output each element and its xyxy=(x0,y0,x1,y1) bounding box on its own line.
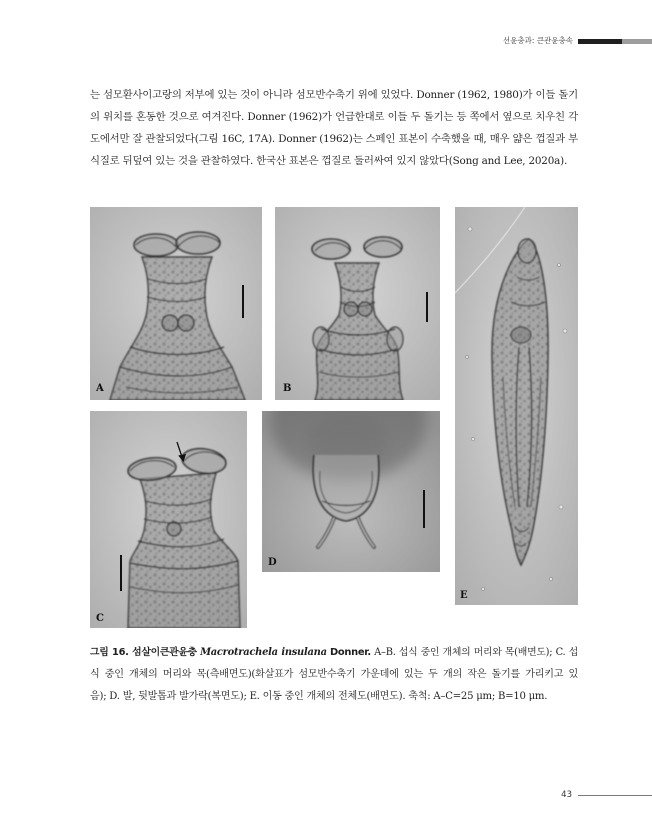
panel-label: B xyxy=(283,383,292,394)
body-text-line: 도에서만 잘 관찰되었다(그림 16C, 17A). Donner (1962)는 스페인 표본이 수축했을 때, 매우 얇은 껍질과 부 xyxy=(90,133,578,145)
micrograph-head-neck-dorsal xyxy=(275,207,440,400)
figure-panel-a xyxy=(90,207,262,400)
figure-caption-line: 음); D. 발, 뒷발톱과 발가락(복면도); E. 이동 중인 개체의 전체도(배면도). 축척: A–C=25 μm; B=10 μm. xyxy=(90,691,548,702)
panel-label: C xyxy=(96,613,104,624)
micrograph-head-neck-dorsal xyxy=(90,207,262,400)
caption-text: A–B. 섭식 중인 개체의 머리와 목(배면도); C. 섭 xyxy=(374,647,579,658)
figure-panel-b xyxy=(275,207,440,400)
figure-panel-c xyxy=(90,411,247,628)
running-head-bar-accent xyxy=(622,39,652,44)
running-head: 선윤충과: 큰관윤충속 xyxy=(502,36,573,45)
figure-caption-line xyxy=(90,642,578,664)
body-text-line: 의 위치를 혼동한 것으로 여겨진다. Donner (1962)가 언급한대로 이들 두 돌기는 등 쪽에서 옆으로 치우친 각 xyxy=(90,111,578,123)
panel-label: E xyxy=(460,590,468,601)
species-author: Donner. xyxy=(330,647,371,658)
species-name: Macrotrachela insulana xyxy=(200,647,327,658)
body-text-line: 식질로 뒤덮여 있는 것을 관찰하였다. 한국산 표본은 껍질로 둘러싸여 있지 않았다(Song and Lee, 2020a). xyxy=(90,155,568,167)
figure-caption-line: 식 중인 개체의 머리와 목(측배면도)(화살표가 섬모반수축기 가운데에 있는 두 개의 작은 돌기를 가리키고 있 xyxy=(90,669,578,680)
figure-panel-e xyxy=(455,207,578,605)
micrograph-foot-spurs-toes xyxy=(262,411,440,572)
page-number-rule xyxy=(578,795,652,796)
panel-label: D xyxy=(268,557,277,568)
panel-label: A xyxy=(96,383,104,394)
micrograph-whole-body-dorsal xyxy=(455,207,578,605)
body-text-line: 는 섬모환사이고랑의 저부에 있는 것이 아니라 섬모반수축기 위에 있었다. Donner (1962, 1980)가 이들 돌기 xyxy=(90,89,578,101)
figure-label: 그림 16. 섬살이큰관윤충 xyxy=(90,647,197,658)
page-number: 43 xyxy=(561,790,572,800)
running-head-bar xyxy=(578,39,622,44)
figure-panel-d xyxy=(262,411,440,572)
micrograph-head-neck-lateral xyxy=(90,411,247,628)
